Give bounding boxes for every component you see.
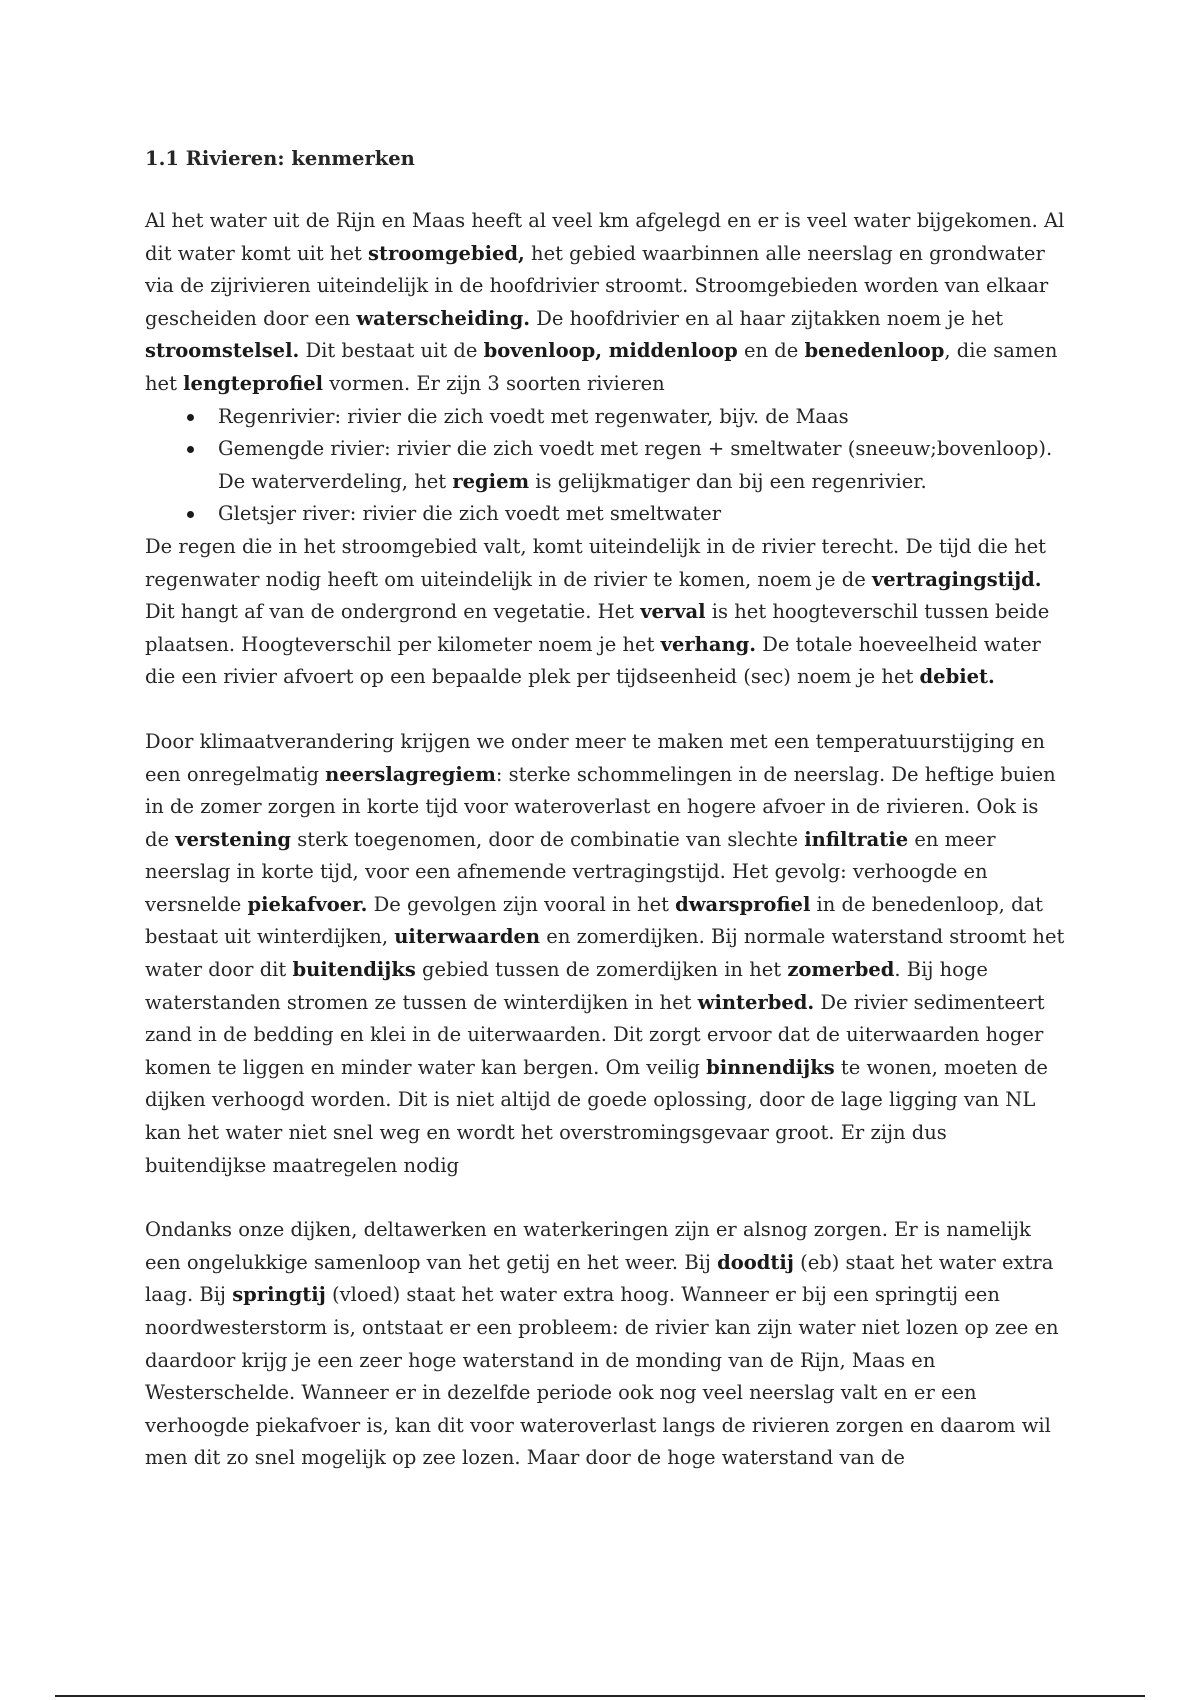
text-run: (eb) staat het water extra laag. Bij [145,1250,1054,1307]
text-run: en meer neerslag in korte tijd, voor een afnemende vertragingstijd. Het gevolg: verhoogde en versnelde [145,827,996,916]
text-run: Ondanks onze dijken, deltawerken en waterkeringen zijn er alsnog zorgen. Er is namelijk een ongelukkige samenloop van het getij en het weer. Bij [145,1218,1031,1274]
bold-term: doodtij [717,1250,794,1274]
bold-term: vertragingstijd. [871,567,1042,591]
bold-term: verstening [175,827,292,851]
paragraph-getij [145,1214,1065,1475]
text-run: , die samen het [145,339,1058,395]
text-run: te wonen, moeten de dijken verhoogd worden. Dit is niet altijd de goede oplossing, door de lage ligging van NL kan het water niet snel weg en wordt het overstromingsgevaar groot. Er zijn dus buitendijkse maatregelen nodig [145,1055,1048,1177]
bold-term: springtij [232,1283,326,1307]
text-run: Dit hangt af van de ondergrond en vegetatie. Het [145,600,641,624]
paragraph-vertragingstijd [145,531,1065,694]
bold-term: waterscheiding. [356,306,530,330]
list-item-gemengde-rivier [218,433,1065,498]
bold-term: verval [640,600,706,624]
text-run: De hoofdrivier en al haar zijtakken noem je het [530,306,1004,330]
page-bottom-rule [55,1695,1145,1697]
text-run: Regenrivier: rivier die zich voedt met regenwater, bijv. de Maas [218,404,849,428]
text-run: sterk toegenomen, door de combinatie van slechte [291,827,805,851]
bold-term: binnendijks [706,1055,835,1079]
bold-term: buitendijks [292,958,416,982]
text-run: Gletsjer river: rivier die zich voedt met smeltwater [218,502,722,526]
text-run: gebied tussen de zomerdijken in het [415,958,788,982]
text-run: Dit bestaat uit de [299,339,484,363]
text-run: (vloed) staat het water extra hoog. Wanneer er bij een springtij een noordwesterstorm is, ontstaat er een probleem: de rivier kan zijn water niet lozen op zee en daardoor krijg je een zeer hoge waterstand in de monding van de Rijn, Maas en Westerschelde. Wanneer er in dezelfde periode ook nog veel neerslag valt en er een verhoogde piekafvoer is, kan dit voor wateroverlast langs de rivieren zorgen en daarom wil men dit zo snel mogelijk op zee lozen. Maar door de hoge waterstand van de [145,1283,1059,1470]
text-run: : sterke schommelingen in de neerslag. De heftige buien in de zomer zorgen in korte tijd voor wateroverlast en hogere afvoer in de rivieren. Ook is de [145,762,1056,851]
document-page [145,143,1065,1507]
bold-term: dwarsprofiel [675,892,811,916]
bold-term: stroomstelsel. [145,339,300,363]
text-run: het gebied waarbinnen alle neerslag en grondwater via de zijrivieren uiteindelijk in de hoofdrivier stroomt. Stroomgebieden worden van elkaar gescheiden door een [145,241,1049,330]
text-run: is gelijkmatiger dan bij een regenrivier. [529,469,927,493]
text-run: Al het water uit de Rijn en Maas heeft al veel km afgelegd en er is veel water bijgekomen. Al dit water komt uit het [145,209,1065,265]
bold-term: winterbed. [697,990,815,1014]
list-item-regenrivier [218,401,1065,434]
text-run: en zomerdijken. Bij normale waterstand stroomt het water door dit [145,925,1065,982]
bold-term: infiltratie [804,827,909,851]
river-types-list [145,401,1065,531]
text-run: De rivier sedimenteert zand in de bedding en klei in de uiterwaarden. Dit zorgt ervoor dat de uiterwaarden hoger komen te liggen en minder water kan bergen. Om veilig [145,990,1045,1079]
text-run: vormen. Er zijn 3 soorten rivieren [323,371,665,395]
bold-term: bovenloop, middenloop [483,339,738,363]
paragraph-klimaatverandering [145,726,1065,1182]
bold-term: verhang. [660,632,757,656]
text-run: Gemengde rivier: rivier die zich voedt met regen + smeltwater (sneeuw;bovenloop). De waterverdeling, het [218,437,1053,493]
bold-term: uiterwaarden [394,925,541,949]
text-run: De regen die in het stroomgebied valt, komt uiteindelijk in de rivier terecht. De tijd die het regenwater nodig heeft om uiteindelijk in de rivier te komen, noem je de [145,534,1047,591]
paragraph-stroomgebied [145,205,1065,401]
text-run: in de benedenloop, dat bestaat uit winterdijken, [145,892,1044,949]
section-heading: 1.1 Rivieren: kenmerken [145,147,415,170]
text-run: is het hoogteverschil tussen beide plaatsen. Hoogteverschil per kilometer noem je het [145,600,1050,656]
text-run: . Bij hoge waterstanden stromen ze tussen de winterdijken in het [145,958,988,1014]
bold-term: piekafvoer. [247,892,368,916]
text-run: De gevolgen zijn vooral in het [367,892,676,916]
text-run: De totale hoeveelheid water die een rivier afvoert op een bepaalde plek per tijdseenheid (sec) noem je het [145,632,1041,689]
bold-term: stroomgebied, [368,241,525,265]
list-item-gletsjer-river [218,498,1065,531]
bold-term: regiem [452,469,530,493]
text-run: Door klimaatverandering krijgen we onder meer te maken met een temperatuurstijging en een onregelmatig [145,729,1045,786]
bold-term: neerslagregiem [325,762,496,786]
bold-term: debiet. [919,665,995,689]
bold-term: zomerbed [787,958,895,982]
bold-term: benedenloop [804,339,945,363]
text-run: en de [737,339,805,363]
bold-term: lengteprofiel [183,371,324,395]
